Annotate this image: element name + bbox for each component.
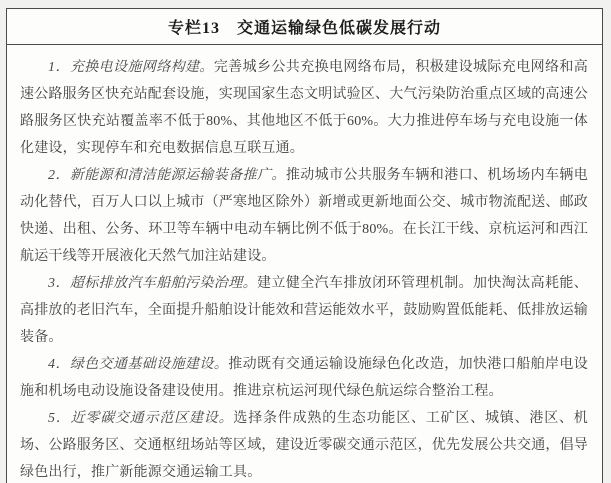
paragraph-lead: 新能源和清洁能源运输装备推广。 [69, 168, 286, 183]
paragraph-number: 4． [48, 357, 70, 372]
paragraph-body: 推动既有交通运输设施绿色化改造，加快港口船舶岸电设施和机场电动设施设备建设使用。推进京杭运河现代绿色航运综合整治工程。 [20, 357, 589, 399]
paragraph-body: 推动城市公共服务车辆和港口、机场场内车辆电动化替代，百万人口以上城市（严寒地区除外）新增或更新地面公交、城市物流配送、邮政快递、出租、公务、环卫等车辆中电动车辆比例不低于80%。在长江干线、京杭运河和西江航运干线等开展液化天然气加注站建设。 [20, 168, 589, 264]
paragraph-number: 3． [48, 276, 70, 291]
paragraph-lead: 近零碳交通示范区建设。 [70, 411, 234, 426]
paragraph [20, 405, 588, 483]
panel-content [7, 45, 602, 483]
paragraph-number: 1． [48, 60, 70, 75]
paragraph-body: 建立健全汽车排放闭环管理机制。加快淘汰高耗能、高排放的老旧汽车，全面提升船舶设计能效和营运能效水平，鼓励购置低能耗、低排放运输装备。 [20, 276, 588, 345]
paragraph-lead: 超标排放汽车船舶污染治理。 [69, 276, 258, 291]
paragraph-number: 2． [48, 168, 70, 183]
paragraph-body: 选择条件成熟的生态功能区、工矿区、城镇、港区、机场、公路服务区、交通枢纽场站等区域，建设近零碳交通示范区，优先发展公共交通，倡导绿色出行，推广新能源交通运输工具。 [20, 411, 588, 480]
panel-title: 专栏13 交通运输绿色低碳发展行动 [167, 20, 441, 37]
paragraph-body: 完善城乡公共充换电网络布局，积极建设城际充电网络和高速公路服务区快充站配套设施，实现国家生态文明试验区、大气污染防治重点区域的高速公路服务区快充站覆盖率不低于80%、其他地区不低于60%。大力推进停车场与充电设施一体化建设，实现停车和充电数据信息互联互通。 [20, 60, 589, 156]
paragraph [20, 351, 588, 405]
paragraph [20, 54, 588, 162]
paragraph-lead: 充换电设施网络构建。 [69, 60, 214, 75]
paragraph [20, 270, 588, 351]
paragraph-lead: 绿色交通基础设施建设。 [69, 357, 229, 372]
paragraph [20, 162, 588, 270]
column-box-panel [6, 8, 603, 483]
panel-title-bar [7, 9, 602, 45]
paragraph-number: 5． [48, 411, 71, 426]
